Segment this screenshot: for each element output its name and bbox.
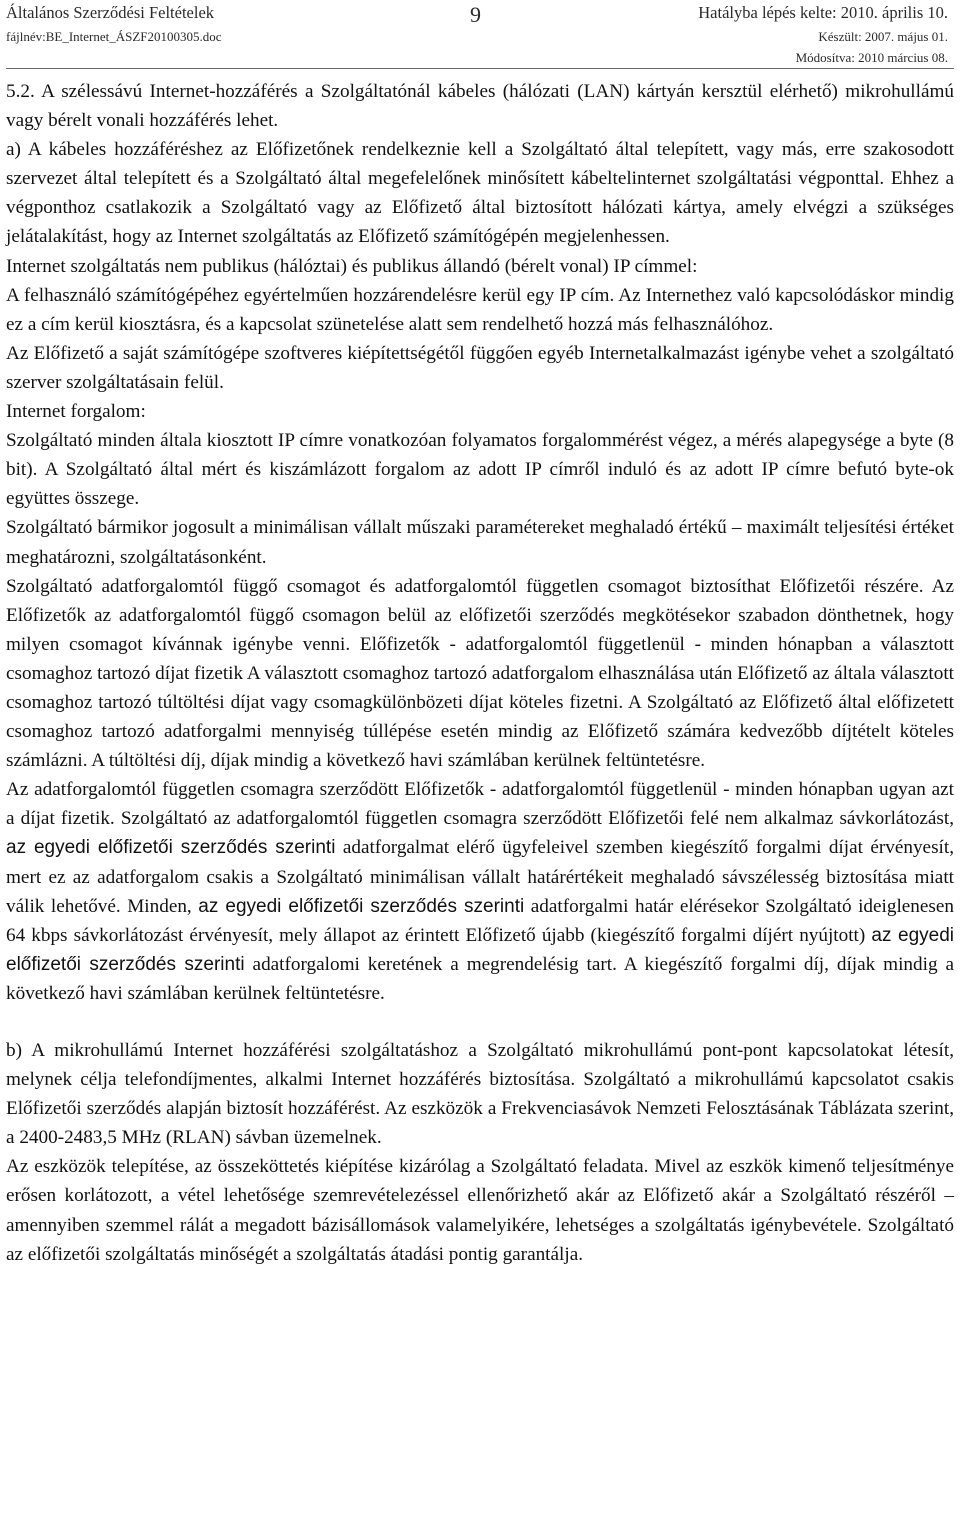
paragraph-microwave: b) A mikrohullámú Internet hozzáférési szolgáltatáshoz a Szolgáltató mikrohullámú pont-pont kapcsolatokat létesít, melynek célja telefondíjmentes, alkalmi Internet hozzáférés biztosítása. Szolgáltató a mikrohullámú kapcsolatot csakis Előfizetői szerződés alapján biztosít hozzáférést. Az eszközök a Frekvenciasávok Nemzeti Felosztásának Táblázata szerint, a 2400-2483,5 MHz (RLAN) sávban üzemelnek.: [6, 1040, 954, 1149]
paragraph-traffic-measurement: Szolgáltató minden általa kiosztott IP címre vonatkozóan folyamatos forgalommérést végez, a mérés alapegysége a byte (8 bit). A Szolgáltató által mért és kiszámlázott forgalom az adott IP címről induló és az adott IP címre befutó byte-ok együttes összege.: [6, 430, 954, 510]
paragraph-cable-access: a) A kábeles hozzáféréshez az Előfizetőnek rendelkeznie kell a Szolgáltató által telepített, vagy más, erre szakosodott szervezet által telepített és a Szolgáltató által megefelelőnek minősített kábeltelinternet szolgáltatási végponttal. Ehhez a végponthoz csatlakozik a Szolgáltató vagy az Előfizető által biztosított hálózati kártya, amely elvégzi a szükséges jelátalakítást, hogy az Internet szolgáltatás az Előfizető számítógépén megjelenhessen.: [6, 139, 954, 248]
paragraph-installation: Az eszközök telepítése, az összeköttetés kiépítése kizárólag a Szolgáltató feladata. Mivel az eszkök kimenő teljesítménye erősen korlátozott, a vétel lehetősége szemrevételezéssel ellenőrizhető akár az Előfizető akár a Szolgáltató részéről – amennyiben szemmel rálát a megadott bázisállomások valamelyikére, lehetséges a szolgáltatás igénybevétele. Szolgáltató az előfizetői szolgáltatás minőségét a szolgáltatás átadási pontig garantálja.: [6, 1156, 954, 1265]
header-filename: fájlnév:BE_Internet_ÁSZF20100305.doc: [6, 29, 222, 44]
page-number: 9: [470, 2, 481, 27]
paragraph-traffic-heading: Internet forgalom:: [6, 401, 146, 423]
text-segment-sans: az egyedi előfizetői szerződés szerinti: [6, 924, 954, 975]
paragraph-max-values: Szolgáltató bármikor jogosult a minimálisan vállalt műszaki paramétereket meghaladó értékű – maximált teljesítési értéket meghatározni, szolgáltatásonként.: [6, 517, 954, 568]
text-segment: Az adatforgalomtól független csomagra szerződött Előfizetők - adatforgalomtól függetlenül - minden hónapban ugyan azt a díjat fizetik. Szolgáltató az adatforgalomtól független csomagra szerződött Előfizetői felé nem alkalmaz sávkorlátozást,: [6, 779, 954, 830]
header-modified: Módosítva: 2010 március 08.: [795, 50, 948, 65]
section-heading-paragraph: 5.2. A szélessávú Internet-hozzáférés a Szolgáltatónál kábeles (hálózati (LAN) kártyán kersztül elérhető) mikrohullámú vagy bérelt vonali hozzáférés lehet.: [6, 81, 954, 132]
text-segment-sans: az egyedi előfizetői szerződés szerinti: [198, 895, 525, 917]
paragraph-packages: Szolgáltató adatforgalomtól függő csomagot és adatforgalomtól független csomagot biztosíthat Előfizetői részére. Az Előfizetők az adatforgalomtól függő csomagon belül az előfizetői szerződés megkötésekor szabadon dönthetnek, hogy milyen csomagot kívánnak igénybe venni. Előfizetők - adatforgalomtól függetlenül - minden hónapban a választott csomaghoz tartozó díjat fizetik A választott csomaghoz tartozó adatforgalom elhasználása után Előfizető az általa választott csomaghoz tartozó túltöltési díjat vagy csomagkülönbözeti díjat köteles fizetni. A Szolgáltató az Előfizető által előfizetett csomaghoz tartozó adatforgalmi mennyiség túllépése esetén mindig az Előfizető számára kedvezőbb díjtételt köteles számlázni. A túltöltési díj, díjak mindig a következő havi számlában kerülnek feltüntetésre.: [6, 575, 954, 772]
header-doc-title: Általános Szerződési Feltételek: [6, 3, 215, 22]
paragraph-applications: Az Előfizető a saját számítógépe szoftveres kiépítettségétől függően egyéb Internetalkalmazást igénybe vehet a szolgáltató szerver szolgáltatásain felül.: [6, 342, 954, 393]
header-divider: [6, 68, 954, 69]
paragraph-gap: [6, 1008, 954, 1036]
header-effective-date: Hatályba lépés kelte: 2010. április 10.: [698, 3, 948, 22]
header-created: Készült: 2007. május 01.: [818, 29, 948, 44]
text-segment: adatforgalmat elérő ügyfeleivel szemben kiegészítő forgalmi díjat érvényesít, mert ez az adatforgalom csakis a Szolgáltató minimálisan vállalt határértékeit meghaladó sávszélesség biztosítása miatt válik lehetővé. Minden,: [6, 837, 954, 917]
paragraph-ip-heading: Internet szolgáltatás nem publikus (hálóztai) és publikus állandó (bérelt vonal) IP címmel:: [6, 255, 698, 277]
text-segment: adatforgalomi keretének a megrendelésig tart. A kiegészítő forgalmi díj, díjak mindig a következő havi számlában kerülnek feltüntetésre.: [6, 953, 954, 1004]
document-body: [6, 77, 954, 1269]
text-segment-sans: az egyedi előfizetői szerződés szerinti: [6, 837, 336, 859]
paragraph-flat-package: [6, 775, 954, 1008]
text-segment: adatforgalmi határ elérésekor Szolgáltató ideiglenesen 64 kbps sávkorlátozást érvényesít, mely állapot az érintett Előfizető újabb (kiegészítő forgalmi díjért nyújtott): [6, 895, 954, 946]
paragraph-ip-assignment: A felhasználó számítógépéhez egyértelműen hozzárendelésre kerül egy IP cím. Az Internethez való kapcsolódáskor mindig ez a cím kerül kiosztásra, és a kapcsolat szünetelése alatt sem rendelhető hozzá más felhasználóhoz.: [6, 284, 954, 335]
